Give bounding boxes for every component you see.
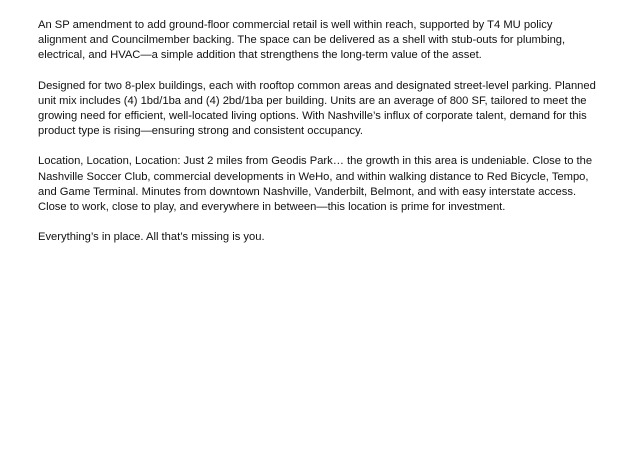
paragraph-closing: Everything’s in place. All that’s missing is you. bbox=[38, 231, 265, 244]
paragraph-sp-amendment: An SP amendment to add ground-floor commercial retail is well within reach, supported by T4 MU policy alignment and Councilmember backing. The space can be delivered as a shell with stub-outs for plumbing, electrical, and HVAC—a simple addition that strengthens the long-term value of the asset. bbox=[38, 19, 566, 62]
paragraph-building-design: Designed for two 8-plex buildings, each with rooftop common areas and designated street-level parking. Planned unit mix includes (4) 1bd/1ba and (4) 2bd/1ba per building. Units are an average of 800 SF, tailored to meet the growing need for efficient, well-located living options. With Nashville’s influx of corporate talent, demand for this product type is rising—ensuring strong and consistent occupancy. bbox=[38, 79, 596, 138]
paragraph-location: Location, Location, Location: Just 2 miles from Geodis Park… the growth in this area is undeniable. Close to the Nashville Soccer Club, commercial developments in WeHo, and within walking distance to Red Bicycle, Tempo, and Game Terminal. Minutes from downtown Nashville, Vanderbilt, Belmont, and with easy interstate access. Close to work, close to play, and everywhere in between—this location is prime for investment. bbox=[38, 155, 593, 214]
document-body bbox=[38, 18, 604, 260]
